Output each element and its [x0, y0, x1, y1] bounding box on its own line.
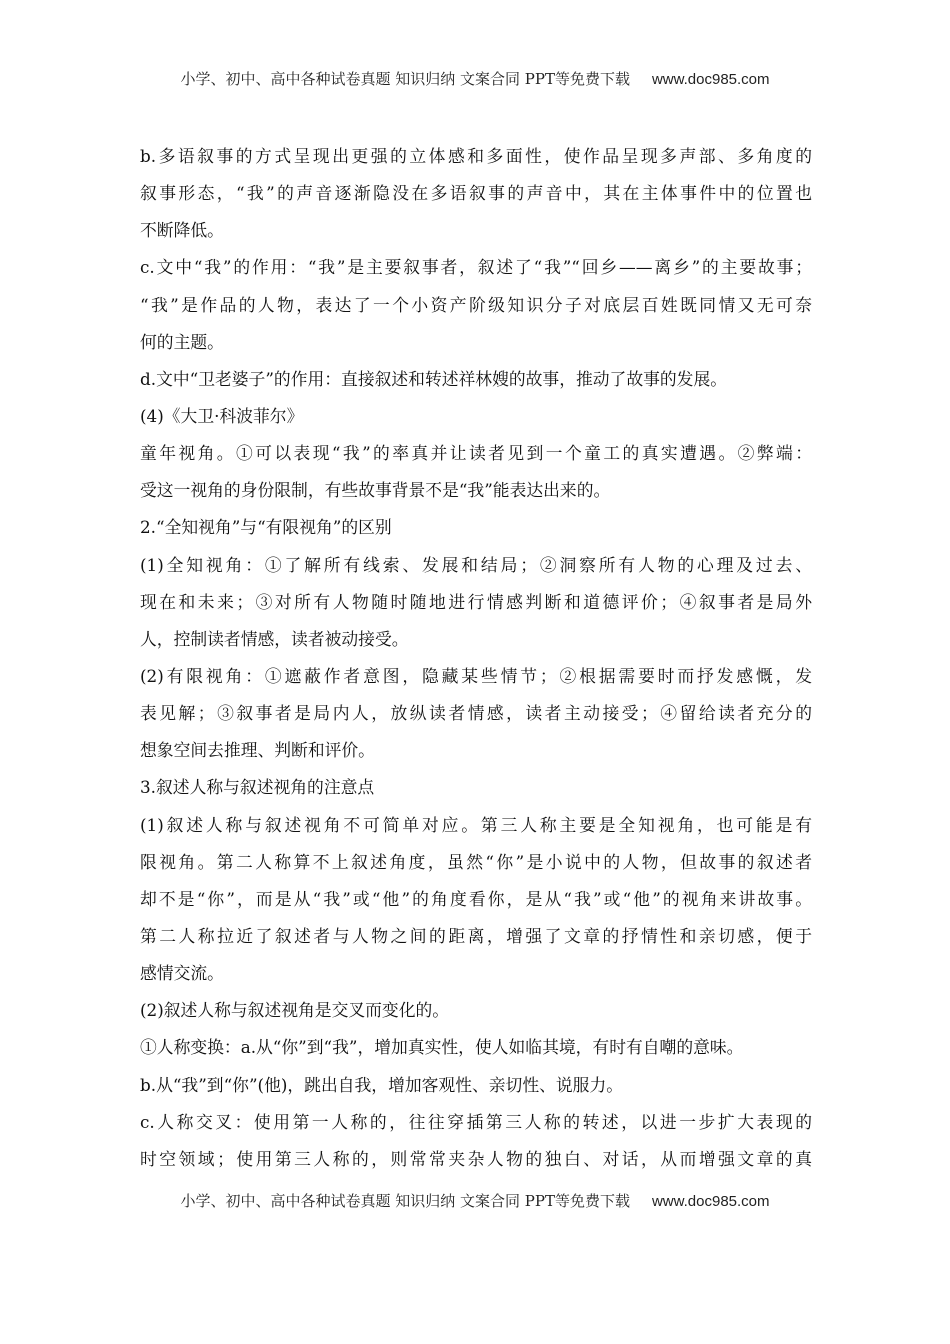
text-line: 想象空间去推理、判断和评价。 [140, 740, 375, 761]
text-line: c.文中“我”的作用：“我”是主要叙事者，叙述了“我”“回乡——离乡”的主要故事； [140, 257, 812, 278]
text-line: 现在和未来；③对所有人物随时随地进行情感判断和道德评价；④叙事者是局外 [140, 591, 812, 612]
text-line: 第二人称拉近了叙述者与人物之间的距离，增强了文章的抒情性和亲切感，便于 [140, 925, 812, 946]
section-heading: (4)《大卫·科波菲尔》 [140, 405, 304, 426]
section-heading: 3.叙述人称与叙述视角的注意点 [140, 777, 375, 798]
text-line: 时空领域；使用第三人称的，则常常夹杂人物的独白、对话，从而增强文章的真 [140, 1148, 812, 1169]
text-line: “我”是作品的人物，表达了一个小资产阶级知识分子对底层百姓既同情又无可奈 [140, 294, 812, 315]
text-line: b.从“我”到“你”(他)，跳出自我，增加客观性、亲切性、说服力。 [140, 1074, 624, 1095]
body-text [140, 138, 812, 1178]
header-text: 小学、初中、高中各种试卷真题 知识归纳 文案合同 PPT等免费下载 [180, 70, 630, 88]
footer-url[interactable]: www.doc985.com [651, 1193, 770, 1210]
text-line: 何的主题。 [140, 331, 224, 352]
text-line: 却不是“你”，而是从“我”或“他”的角度看你，是从“我”或“他”的视角来讲故事。 [140, 888, 812, 909]
text-line: 人，控制读者情感，读者被动接受。 [140, 628, 409, 649]
page-header [0, 68, 950, 89]
text-line: d.文中“卫老婆子”的作用：直接叙述和转述祥林嫂的故事，推动了故事的发展。 [140, 368, 728, 389]
text-line: (1)叙述人称与叙述视角不可简单对应。第三人称主要是全知视角，也可能是有 [140, 814, 812, 835]
text-line: c.人称交叉：使用第一人称的，往往穿插第三人称的转述，以进一步扩大表现的 [140, 1111, 812, 1132]
text-line: (1)全知视角：①了解所有线索、发展和结局；②洞察所有人物的心理及过去、 [140, 554, 812, 575]
section-heading: 2.“全知视角”与“有限视角”的区别 [140, 517, 392, 538]
footer-text: 小学、初中、高中各种试卷真题 知识归纳 文案合同 PPT等免费下载 [180, 1192, 630, 1210]
text-line: 感情交流。 [140, 963, 224, 984]
page-footer [0, 1190, 950, 1211]
text-line: 童年视角。①可以表现“我”的率真并让读者见到一个童工的真实遭遇。②弊端： [140, 443, 812, 464]
text-line: 表见解；③叙事者是局内人，放纵读者情感，读者主动接受；④留给读者充分的 [140, 703, 812, 724]
text-line: (2)叙述人称与叙述视角是交叉而变化的。 [140, 1000, 450, 1021]
text-line: 受这一视角的身份限制，有些故事背景不是“我”能表达出来的。 [140, 480, 611, 501]
header-url[interactable]: www.doc985.com [651, 71, 770, 88]
text-line: ①人称变换：a.从“你”到“我”，增加真实性，使人如临其境，有时有自嘲的意味。 [140, 1037, 744, 1058]
text-line: b.多语叙事的方式呈现出更强的立体感和多面性，使作品呈现多声部、多角度的 [140, 146, 812, 166]
text-line: 叙事形态，“我”的声音逐渐隐没在多语叙事的声音中，其在主体事件中的位置也 [140, 183, 812, 204]
text-line: 不断降低。 [140, 220, 224, 241]
text-line: 限视角。第二人称算不上叙述角度，虽然“你”是小说中的人物，但故事的叙述者 [140, 851, 812, 872]
text-line: (2)有限视角：①遮蔽作者意图，隐藏某些情节；②根据需要时而抒发感慨，发 [140, 665, 812, 686]
